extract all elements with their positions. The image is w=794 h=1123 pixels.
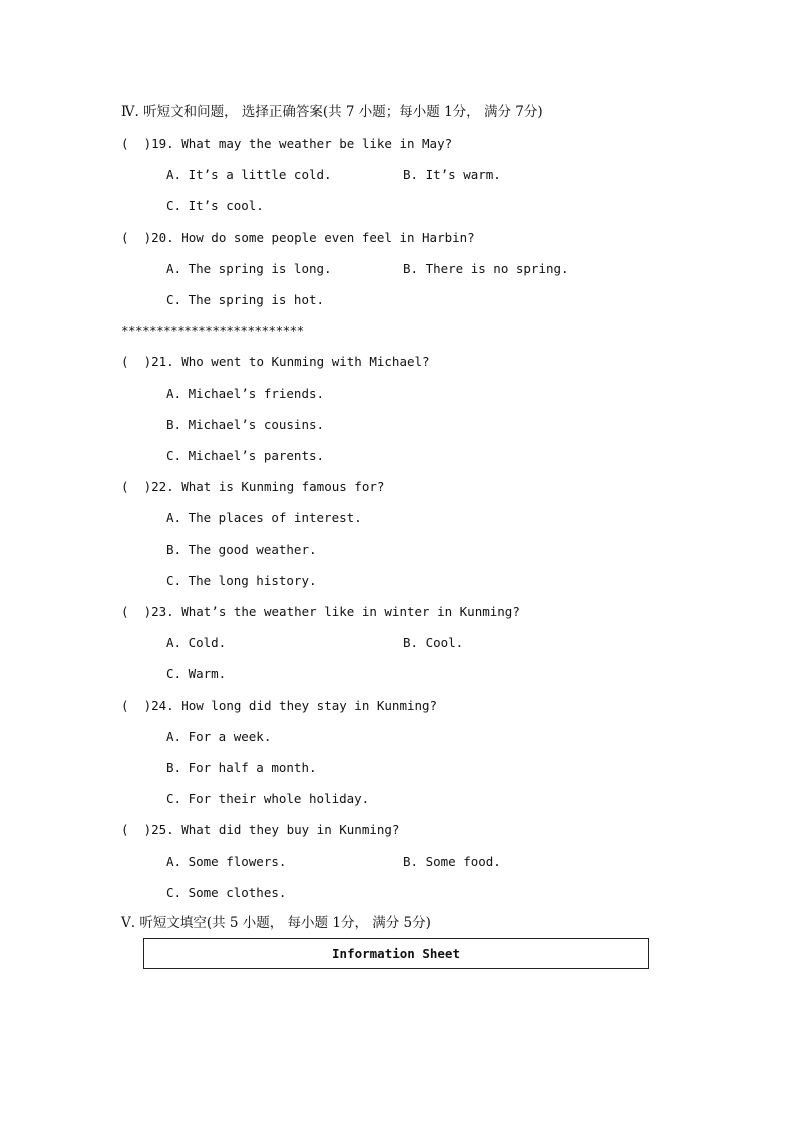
information-sheet-title: Information Sheet bbox=[332, 946, 460, 961]
question-23-option-c: C. Warm. bbox=[166, 666, 227, 681]
question-24-stem: ( )24. How long did they stay in Kunming? bbox=[121, 698, 438, 713]
question-21-option-c: C. Michael’s parents. bbox=[166, 448, 325, 463]
question-25-option-c: C. Some clothes. bbox=[166, 885, 287, 900]
question-25-option-b: B. Some food. bbox=[403, 854, 501, 869]
question-21-option-a: A. Michael’s friends. bbox=[166, 386, 325, 401]
section-5-heading: Ⅴ. 听短文填空(共 5 小题， 每小题 1分， 满分 5分) bbox=[121, 915, 431, 931]
question-19-option-c: C. It’s cool. bbox=[166, 198, 264, 213]
question-20-stem: ( )20. How do some people even feel in Harbin? bbox=[121, 230, 475, 245]
question-22-option-c: C. The long history. bbox=[166, 573, 317, 588]
separator-stars: ************************** bbox=[121, 323, 304, 338]
question-25-stem: ( )25. What did they buy in Kunming? bbox=[121, 822, 400, 837]
question-24-option-c: C. For their whole holiday. bbox=[166, 791, 370, 806]
question-22-stem: ( )22. What is Kunming famous for? bbox=[121, 479, 385, 494]
question-20-option-b: B. There is no spring. bbox=[403, 261, 569, 276]
question-23-stem: ( )23. What’s the weather like in winter in Kunming? bbox=[121, 604, 520, 619]
question-21-stem: ( )21. Who went to Kunming with Michael? bbox=[121, 354, 430, 369]
question-19-stem: ( )19. What may the weather be like in May? bbox=[121, 136, 453, 151]
question-22-option-b: B. The good weather. bbox=[166, 542, 317, 557]
question-24-option-a: A. For a week. bbox=[166, 729, 272, 744]
question-21-option-b: B. Michael’s cousins. bbox=[166, 417, 325, 432]
question-20-option-a: A. The spring is long. bbox=[166, 261, 332, 276]
section-4-heading: Ⅳ. 听短文和问题， 选择正确答案(共 7 小题；每小题 1分， 满分 7分) bbox=[121, 104, 543, 120]
question-20-option-c: C. The spring is hot. bbox=[166, 292, 325, 307]
question-22-option-a: A. The places of interest. bbox=[166, 510, 362, 525]
question-24-option-b: B. For half a month. bbox=[166, 760, 317, 775]
question-19-option-b: B. It’s warm. bbox=[403, 167, 501, 182]
information-sheet-table bbox=[143, 938, 649, 969]
question-23-option-a: A. Cold. bbox=[166, 635, 227, 650]
question-25-option-a: A. Some flowers. bbox=[166, 854, 287, 869]
question-23-option-b: B. Cool. bbox=[403, 635, 464, 650]
question-19-option-a: A. It’s a little cold. bbox=[166, 167, 332, 182]
